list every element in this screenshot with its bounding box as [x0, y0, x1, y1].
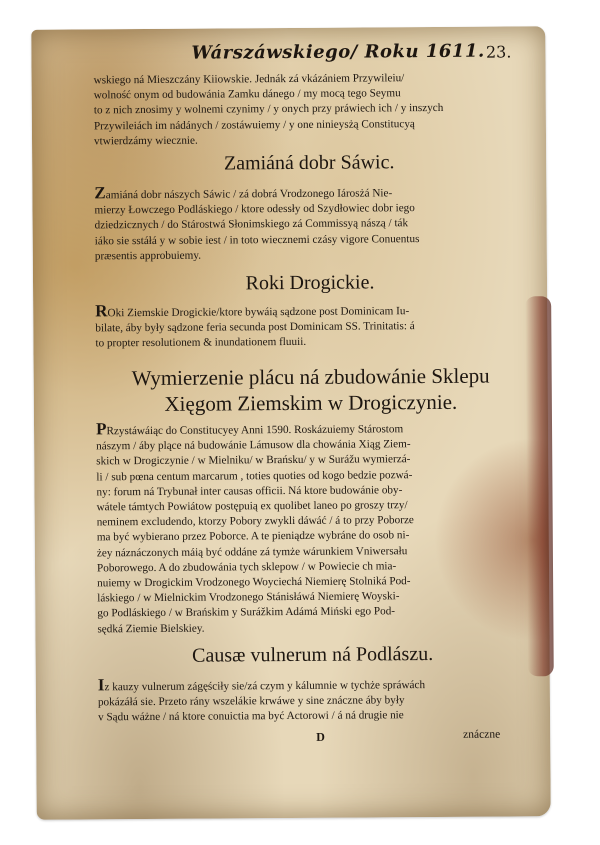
- page-content: [31, 26, 551, 820]
- text-line: Oki Ziemskie Drogickie/ktore bywáią sądzone post Dominicam Iu-: [107, 305, 410, 320]
- running-title: Wárszáwskiego/ Roku 1611.: [191, 40, 485, 64]
- section-paragraph-causae: [98, 674, 528, 726]
- signature-mark: D: [316, 729, 325, 744]
- text-line: mierzy Łowczego Podláskiego / ktore odessły od Szydłowiec dobr iego: [94, 202, 415, 217]
- text-line: to propter resolutionem & inundationem fluuii.: [95, 336, 307, 350]
- text-line: skich w Drogiczynie / w Mielniku/ w Brańsku/ y w Surážu wymierzá-: [96, 453, 411, 468]
- running-head: [31, 36, 545, 70]
- text-line: to z nich znosimy y wolnemi czynimy / y onych przy práwiech ich / y inszych: [93, 102, 444, 117]
- catchword: znáczne: [463, 728, 501, 741]
- section-paragraph-roki: [95, 300, 525, 352]
- text-line: iáko sie sstáłá y w sobie iest / in toto wiecznemi czásy vigore Conuentus: [94, 232, 420, 247]
- text-line: ny: forum ná Trybunał inter causas officii. Ná ktore budowánie oby-: [96, 484, 403, 499]
- text-line: wolność onym od budowánia Zamku dánego / my mocą tego Seymu: [93, 87, 401, 102]
- text-line: amiáná dobr nászych Sáwic / zá dobrá Vrodzonego Iárosżá Nie-: [105, 187, 393, 202]
- initial-letter: I: [97, 675, 105, 695]
- text-line: nuiemy w Drogickim Vrodzonego Woyciechá Niemierę Stolniká Pod-: [97, 575, 411, 590]
- section-heading-wymierzenie: [96, 362, 526, 417]
- text-line: z kauzy vulnerum zágęściły sie/zá czym y kálumnie w tychże spráwách: [104, 679, 426, 694]
- initial-letter: P: [95, 419, 107, 439]
- text-line: pokázáłá sie. Przeto rány wszelákie krwáwe y sine znáczne áby były: [97, 694, 405, 709]
- page-number: 23.: [485, 42, 512, 62]
- text-line: láskiego / w Mielnickim Vrodzonego Stánisłáwá Niemierę Woyski-: [97, 590, 400, 605]
- section-heading-roki: Roki Drogickie.: [245, 271, 375, 295]
- heading-line: Wymierzenie plácu ná zbudowánie Sklepu: [131, 363, 490, 391]
- text-line: Przywileiách im nádánych / zostáwuiemy / y one ninieysżą Constitucyą: [93, 117, 415, 132]
- section-paragraph-wymierzenie: [96, 418, 527, 637]
- text-line: żey náznáczonych máią być oddáne zá tymże wárunkiem Vniwersału: [96, 544, 408, 559]
- continuation-paragraph: [94, 70, 525, 149]
- text-line: bilate, áby były sądzone feria secunda post Dominicam SS. Trinitatis: á: [95, 320, 415, 335]
- text-line: go Podláskiego / w Brańskim y Surážkim Adámá Miński ego Pod-: [97, 605, 396, 620]
- text-line: wskiego ná Mieszczány Kiiowskie. Jednák zá vkázániem Przywileiu/: [93, 72, 405, 87]
- heading-line: Xięgom Ziemskim w Drogiczynie.: [164, 389, 458, 416]
- text-line: sędká Ziemie Bielskiey.: [97, 622, 205, 635]
- section-heading-causae: Causæ vulnerum ná Podlászu.: [191, 643, 434, 667]
- text-line: neminem excludendo, ktorzy Pobory zwykli dáwáć / á to przy Poborze: [96, 514, 414, 529]
- initial-letter: R: [95, 301, 108, 321]
- initial-letter: Z: [94, 183, 106, 203]
- text-line: præsentis approbuiemy.: [94, 249, 202, 263]
- text-line: li / sub pœna centum marcarum , toties quoties od kogo bedzie pozwá-: [96, 468, 413, 483]
- text-line: ma być wybierano przez Poborce. A te pieniądze wybráne do osob ni-: [96, 529, 410, 544]
- text-line: v Sądu wáżne / ná ktore conuictia ma być Actorowi / á ná drugie nie: [98, 709, 404, 724]
- book-page: [31, 26, 551, 820]
- section-paragraph-zamiana: [94, 182, 525, 264]
- text-line: dziedzicznych / do Stárostwá Słonimskiego zá Commissyą nászą / ták: [94, 217, 409, 232]
- text-line: vtwierdzámy wiecznie.: [93, 134, 198, 148]
- text-line: Rzystáwáiąc do Constitucyey Anni 1590. Roskázuiemy Stárostom: [106, 423, 404, 438]
- text-line: Poborowego. A do zbudowánia tych sklepow / w Powiecie ch mia-: [96, 560, 397, 575]
- text-line: nászym / áby plące ná budowánie Lámusow dla chowánia Xiąg Ziem-: [96, 438, 411, 453]
- text-line: wátele támtych Powiátow postępuią ex quolibet laneo po groszy trzy/: [96, 499, 408, 514]
- section-heading-zamiana: Zamiáná dobr Sáwic.: [223, 151, 395, 175]
